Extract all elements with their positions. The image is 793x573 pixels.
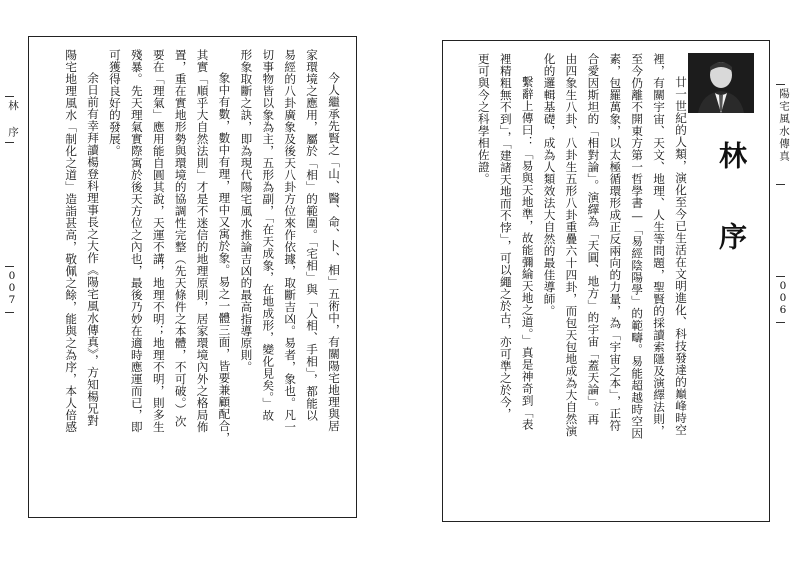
text-column: 其實「順乎大自然法則」才是不迷信的地理原則，居家環境內外之格局佈 bbox=[195, 49, 210, 433]
left-page bbox=[0, 0, 396, 573]
text-column: 化的邏輯基礎，成為人類效法大自然的最佳導師。 bbox=[542, 53, 557, 317]
text-column: 置，重在實地形勢與環境的協調性完整（先天條件之本體，不可破。）次 bbox=[173, 49, 188, 428]
text-column: 易經的八卦廣象及後天八卦方位來作依據，取斷吉凶。易者，象也。凡一 bbox=[283, 49, 298, 433]
right-text-frame bbox=[442, 40, 770, 522]
text-column: 更可與今之科學相佐證。 bbox=[476, 53, 491, 185]
left-body-text bbox=[59, 49, 344, 511]
left-num-rule-bottom bbox=[5, 312, 14, 313]
right-tab-rule-bottom bbox=[776, 184, 785, 185]
text-column: 象中有數，數中有理，理中又寓於象。易之一體三面，皆要兼顧配合， bbox=[217, 72, 232, 445]
right-num-rule-bottom bbox=[776, 322, 785, 323]
left-text-frame bbox=[28, 36, 357, 518]
right-side-tab: 陽宅風水傳真 bbox=[778, 88, 790, 163]
text-column: 裡精粗無不到」，「建諸天地而不悖」，可以繩之於古，亦可準之於今， bbox=[498, 53, 513, 420]
right-page-number: 006 bbox=[777, 280, 789, 316]
text-column: 陽宅地理風水「制化之道」造詣甚高，敬佩之餘，能與之為序，本人倍感 bbox=[64, 49, 79, 433]
left-tab-rule-bottom bbox=[5, 142, 14, 143]
right-tab-rule-top bbox=[776, 84, 785, 85]
page-title: 林 序 bbox=[715, 141, 748, 260]
text-column: 形象取斷之訣，即為現代陽宅風水推論吉凶的最高指導原則。 bbox=[239, 49, 254, 373]
left-num-rule-top bbox=[5, 266, 14, 267]
left-side-tab: 林 序 bbox=[7, 100, 19, 139]
left-tab-rule-top bbox=[5, 96, 14, 97]
text-column: 家環境之應用，屬於「相」的範圍。「宅相」與「人相、手相」，都能以 bbox=[305, 49, 320, 422]
left-page-number: 007 bbox=[6, 270, 18, 306]
author-portrait bbox=[688, 53, 754, 113]
text-column: 要在「理氣」應用能自圓其說，天運不講，地理不明；地理不明，則多生 bbox=[151, 49, 166, 433]
text-column: 今人繼承先賢之「山、醫、命、卜、相」五術中，有關陽宅地理與居 bbox=[327, 72, 341, 433]
right-num-rule-top bbox=[776, 276, 785, 277]
text-column: 繫辭上傳曰：「易與天地準，故能彌綸天地之道。」真是神奇到「表 bbox=[520, 76, 535, 431]
right-page bbox=[396, 0, 793, 573]
text-column: 殘暴。先天理氣實際寓於後天方位之內也，最後乃妙在適時應運而已，即 bbox=[129, 49, 144, 433]
text-column: 切事物皆以象為主，五形為副，「在天成象，在地成形，變化見矣。」故 bbox=[261, 49, 276, 422]
text-column: 余日前有幸拜讀楊登科理事長之大作《陽宅風水傳真》，方知楊兄對 bbox=[86, 72, 101, 427]
text-column: 合愛因斯坦的「相對論」。演繹為「天圓、地方」的宇宙「蓋天論」。再 bbox=[586, 53, 601, 426]
text-column: 至今仍離不開東方第一哲學書—「易經陰陽學」的範疇。易能超越時空因 bbox=[630, 53, 645, 440]
text-column: 裡，有關宇宙、天文、地理、人生等問題，聖賢的採讀索隱及演繹法則， bbox=[652, 53, 667, 437]
right-body-text bbox=[472, 53, 691, 515]
text-column: 廿一世紀的人類，演化至今已生活在文明進化、科技發達的巔峰時空 bbox=[674, 76, 688, 437]
text-column: 可獲得良好的發展。 bbox=[107, 49, 122, 157]
text-column: 素，包羅萬象，以太極循環形成正反兩向的力量，為「宇宙之本」，正符 bbox=[608, 53, 623, 432]
text-column: 由四象生八卦、八卦生五形八卦重疊六十四卦，而包天包地成為大自然演 bbox=[564, 53, 579, 437]
